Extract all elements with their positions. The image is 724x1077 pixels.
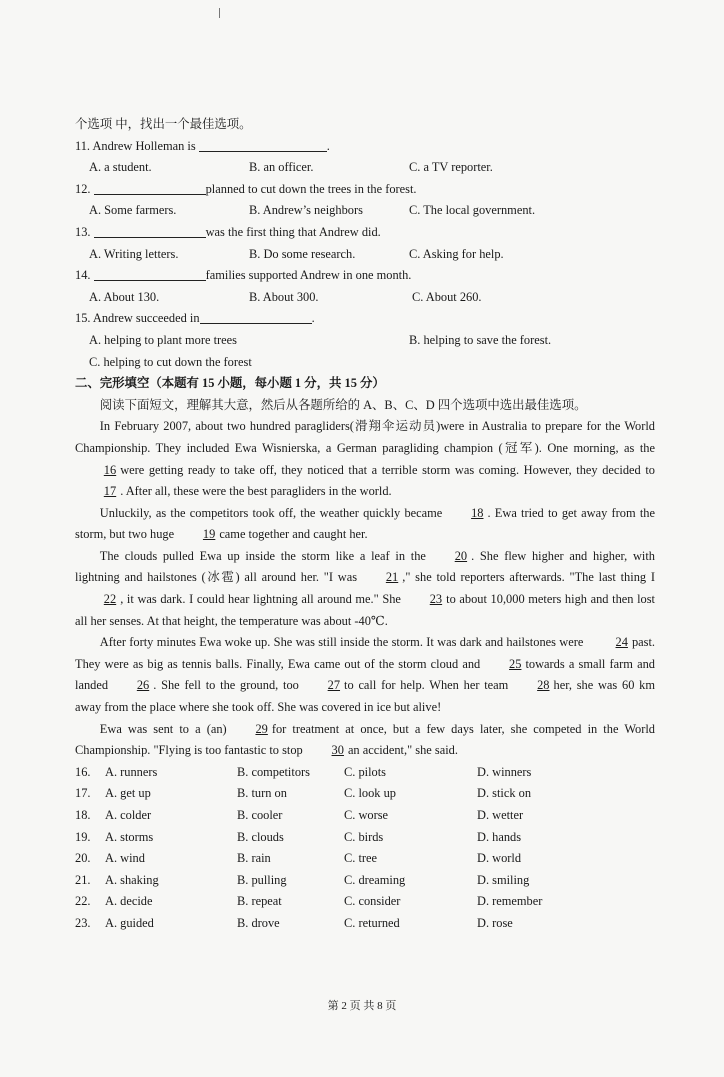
question-11: 11. Andrew Holleman is .: [75, 138, 330, 153]
choice-d: D. winners: [477, 764, 532, 779]
blank-16: 16: [103, 462, 117, 477]
blank-27: 27: [327, 678, 341, 693]
blank-23: 23: [429, 592, 443, 607]
option-a: A. helping to plant more trees: [89, 332, 237, 347]
question-14: 14. families supported Andrew in one month.: [75, 268, 412, 283]
options-13: [75, 244, 655, 266]
blank-17: 17: [103, 484, 117, 499]
blank-25: 25: [509, 656, 522, 671]
question-13: 13. was the first thing that Andrew did.: [75, 224, 381, 239]
instruction-tail: 个选项 中，找出一个最佳选项。: [75, 117, 252, 131]
options-11: [75, 157, 655, 179]
answer-blank: [94, 266, 206, 281]
blank-30: 30: [331, 743, 344, 758]
paragraph-2: Unluckily, as the competitors took off, the weather quickly became 18 . Ewa tried to get away from the storm, but two huge 19 came together and caught her.: [75, 503, 655, 546]
choice-row-21: 21. A. shaking B. pulling C. dreaming D. smiling: [75, 872, 530, 887]
choice-c: C. pilots: [344, 764, 386, 779]
options-15-c: [75, 352, 655, 374]
blank-29: 29: [255, 721, 268, 736]
paragraph-5: Ewa was sent to a (an) 29 for treatment at once, but a few days later, she competed in the World Championship. "Flying is too fantastic to stop 30 an accident," she said.: [75, 719, 655, 762]
choice-number: 16.: [75, 764, 91, 779]
blank-28: 28: [537, 678, 550, 693]
choice-row-19: 19. A. storms B. clouds C. birds D. hands: [75, 829, 522, 844]
passage: [75, 416, 655, 762]
paragraph-4: After forty minutes Ewa woke up. She was still inside the storm. It was dark and hailstones were 24 past. They were as big as tennis balls. Finally, Ewa came out of the storm cloud and 25 towards a small farm and landed 26 . She fell to the ground, too 27 to call for help. When her team 28 her, she was 60 km away from the place where she took off. She was covered in ice but alive!: [75, 632, 655, 718]
choice-row-17: 17. A. get up B. turn on C. look up D. stick on: [75, 786, 532, 801]
answer-blank: [199, 137, 327, 152]
option-a: A. Writing letters.: [89, 246, 179, 261]
choice-a: A. runners: [105, 764, 158, 779]
choice-row-22: 22. A. decide B. repeat C. consider D. remember: [75, 894, 543, 909]
option-c: C. About 260.: [412, 289, 482, 304]
content: [75, 114, 655, 935]
choices-table: [75, 762, 655, 935]
choice-row-23: 23. A. guided B. drove C. returned D. rose: [75, 915, 513, 930]
option-c: C. The local government.: [409, 203, 536, 218]
blank-26: 26: [136, 678, 150, 693]
option-a: A. About 130.: [89, 289, 160, 304]
blank-24: 24: [615, 635, 628, 650]
options-12: [75, 200, 655, 222]
scan-mark: [219, 8, 220, 18]
blank-20: 20: [454, 548, 468, 563]
section-title: 二、完形填空（本题有 15 小题，每小题 1 分，共 15 分）: [75, 376, 385, 391]
answer-blank: [94, 223, 206, 238]
answer-blank: [94, 180, 206, 195]
choice-row-18: 18. A. colder B. cooler C. worse D. wetter: [75, 808, 524, 822]
option-b: B. an officer.: [249, 160, 314, 175]
option-b: B. helping to save the forest.: [409, 332, 552, 347]
choice-row-16: [75, 762, 655, 784]
paragraph-1: In February 2007, about two hundred paragliders(滑翔伞运动员)were in Australia to prepare for the World Championship. They included Ewa Wisnierska, a German paragliding champion (冠军). One morning, as the16 were getting ready to take off, they noticed that a terrible storm was coming. However, they decided to17 . After all, these were the best paragliders in the world.: [75, 416, 655, 502]
choice-b: B. competitors: [237, 764, 310, 779]
question-12: 12. planned to cut down the trees in the forest.: [75, 181, 417, 196]
blank-19: 19: [202, 527, 216, 542]
question-stem: 11. Andrew Holleman is: [75, 138, 196, 153]
blank-18: 18: [471, 505, 484, 520]
section-instruction: 阅读下面短文，理解其大意，然后从各题所给的 A、B、C、D 四个选项中选出最佳选项。: [99, 397, 587, 412]
answer-blank: [200, 309, 312, 324]
blank-22: 22: [103, 592, 117, 607]
option-b: B. Do some research.: [249, 246, 356, 261]
page-footer: 第 2 页 共 8 页: [327, 1000, 397, 1012]
blank-21: 21: [385, 570, 399, 585]
paragraph-3: The clouds pulled Ewa up inside the storm like a leaf in the 20 . She flew higher and higher, with lightning and hailstones (冰雹) all around her. "I was 21 ," she told reporters afterwards. "The last thing I22 , it was dark. I could hear lightning all around me." She 23 to about 10,000 meters high and then lost all her senses. At that height, the temperature was about -40℃.: [75, 546, 655, 632]
option-b: B. Andrew’s neighbors: [249, 203, 363, 218]
option-c: C. a TV reporter.: [409, 160, 493, 175]
option-c: C. helping to cut down the forest: [89, 354, 252, 369]
options-15: [75, 330, 655, 352]
question-15: 15. Andrew succeeded in .: [75, 311, 315, 326]
options-14: [75, 287, 655, 309]
option-b: B. About 300.: [249, 289, 319, 304]
option-c: C. Asking for help.: [409, 246, 504, 261]
option-a: A. a student.: [89, 160, 152, 175]
choice-row-20: 20. A. wind B. rain C. tree D. world: [75, 851, 522, 866]
option-a: A. Some farmers.: [89, 203, 177, 218]
